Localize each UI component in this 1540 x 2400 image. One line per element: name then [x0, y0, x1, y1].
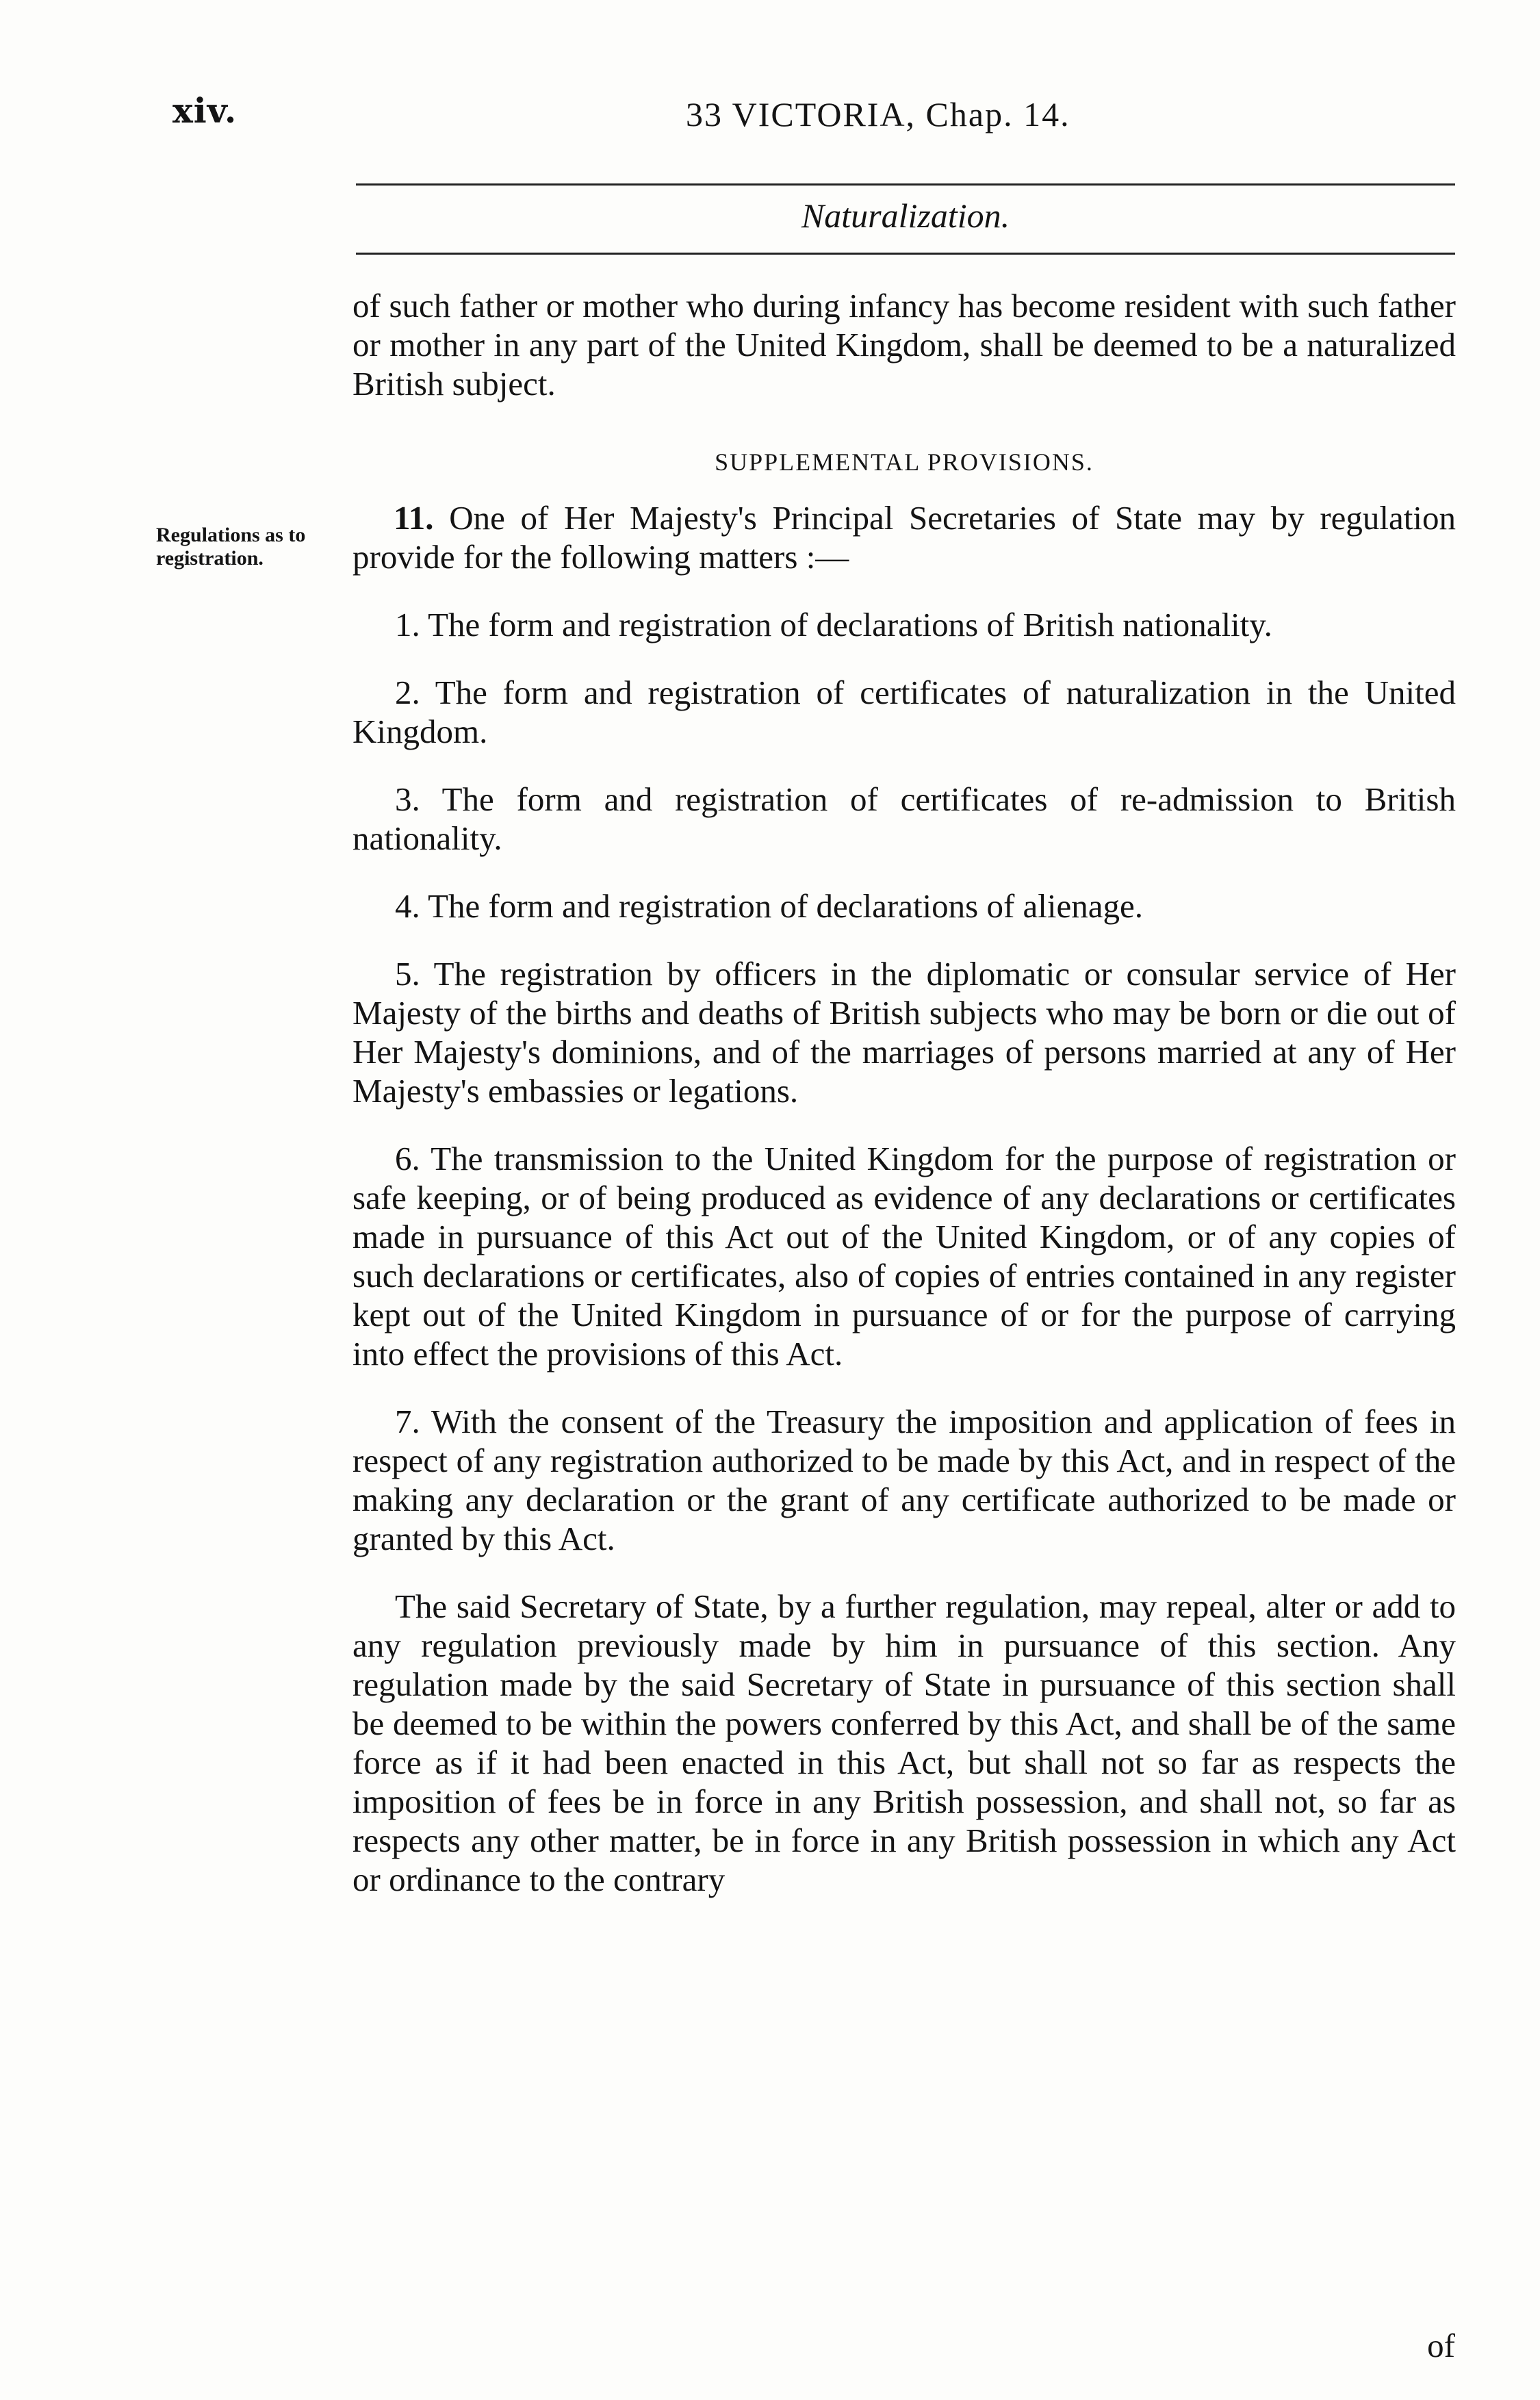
section-intro: One of Her Majesty's Principal Secretaries of State may by regulation provide for the following matters :—	[352, 499, 1456, 576]
section-intro-paragraph	[352, 498, 1456, 576]
list-item: 1. The form and registration of declarations of British nationality.	[395, 606, 1272, 643]
provisions-heading: SUPPLEMENTAL PROVISIONS.	[715, 448, 1094, 476]
header-rule-top	[356, 183, 1455, 186]
continuation-paragraph: of such father or mother who during infancy has become resident with such father or mother in any part of the United Kingdom, shall be deemed to be a naturalized British subject.	[352, 287, 1456, 403]
list-item: 7. With the consent of the Treasury the imposition and application of fees in respect of any registration authorized to be made by this Act, and in respect of the making any declaration or the grant of any certificate authorized to be made or granted by this Act.	[352, 1403, 1456, 1557]
marginal-note: Regulations as to registration.	[156, 524, 306, 570]
catchword: of	[1427, 2327, 1455, 2364]
running-head: 33 VICTORIA, Chap. 14.	[686, 95, 1070, 133]
closing-paragraph: The said Secretary of State, by a further regulation, may repeal, alter or add to any regulation previously made by him in pursuance of this section. Any regulation made by the said Secretary of State in pursuance of this section shall be deemed to be within the powers conferred by this Act, and shall be of the same force as if it had been enacted in this Act, but shall not so far as respects the imposition of fees be in force in any British possession, and shall not, so far as respects any other matter, be in force in any British possession in which any Act or ordinance to the contrary	[352, 1587, 1456, 1898]
list-item: 5. The registration by officers in the diplomatic or consular service of Her Majesty of the births and deaths of British subjects who may be born or die out of Her Majesty's dominions, and of the marriages of persons married at any of Her Majesty's embassies or legations.	[352, 955, 1456, 1110]
list-item: 2. The form and registration of certificates of naturalization in the United Kingdom.	[352, 674, 1456, 750]
list-item: 4. The form and registration of declarations of alienage.	[395, 887, 1144, 925]
section-number: 11.	[394, 499, 434, 537]
section-title: Naturalization.	[801, 196, 1010, 235]
list-item: 3. The form and registration of certificates of re-admission to British nationality.	[352, 780, 1456, 857]
list-item: 6. The transmission to the United Kingdom for the purpose of registration or safe keeping, or of being produced as evidence of any declarations or certificates made in pursuance of this Act out of the United Kingdom, or of any copies of such declarations or certificates, also of copies of entries contained in any register kept out of the United Kingdom in pursuance of or for the purpose of carrying into effect the provisions of this Act.	[352, 1140, 1456, 1373]
body-text	[352, 286, 1456, 1899]
page-number: xiv.	[172, 90, 238, 131]
header-rule-bottom	[356, 253, 1455, 255]
